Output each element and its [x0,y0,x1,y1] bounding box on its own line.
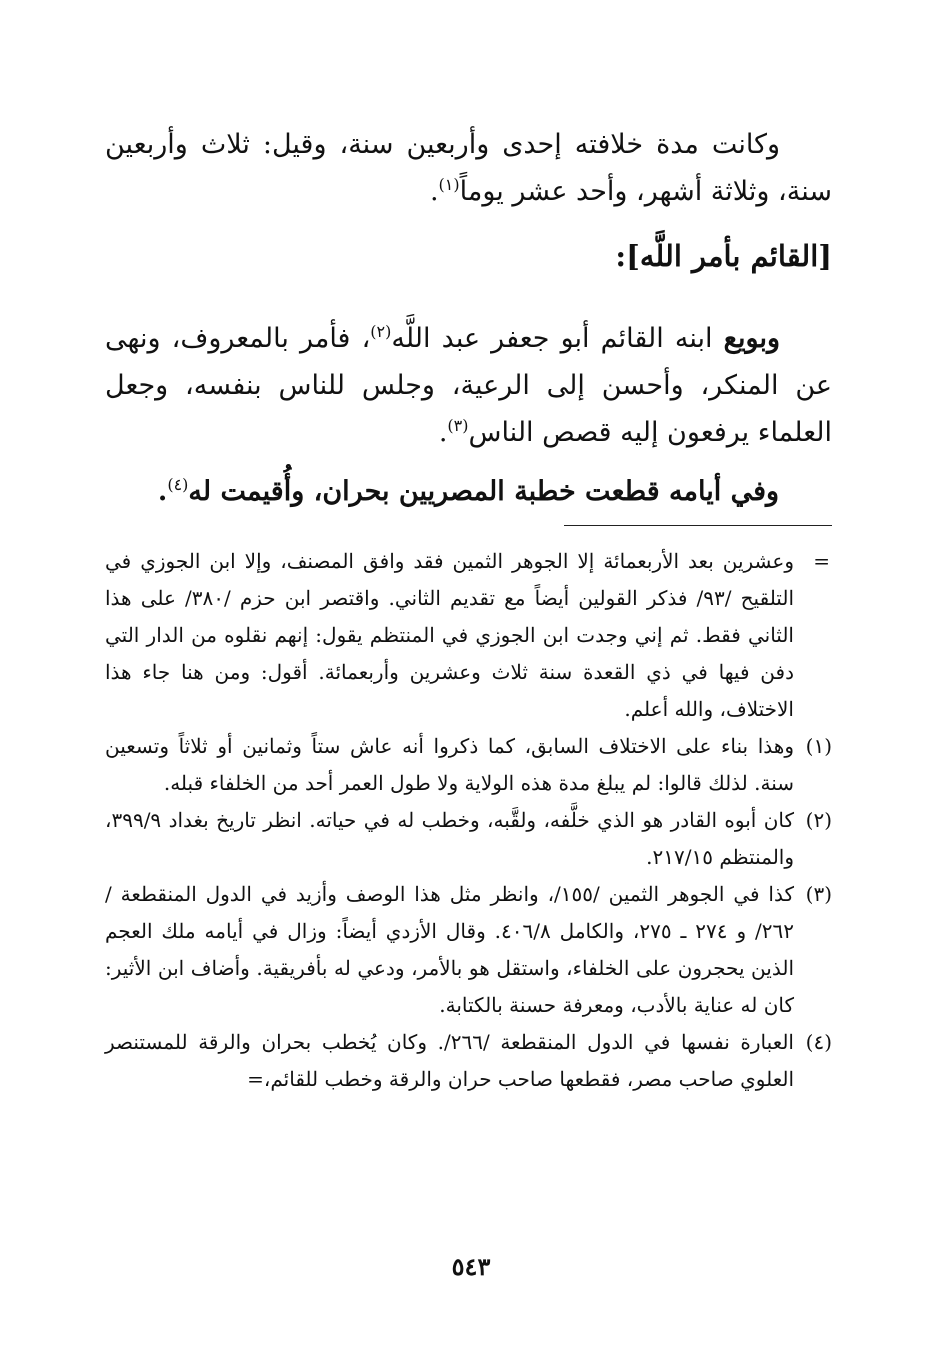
paragraph-2-text-b: ، فأمر بالمعروف، ونهى عن المنكر، وأحسن إلى الرعية، وجلس للناس بنفسه، وجعل العلماء يرفعون إليه قصص الناس [105,323,832,448]
continuation-mark: = [813,549,830,573]
paragraph-2-text-a: ابنه القائم أبو جعفر عبد اللَّه [391,323,724,354]
footnote-ref-3: (٣) [447,416,469,435]
continuation-mark-trailing: = [247,1067,264,1091]
footnotes [105,543,832,1098]
footnote-number: (١) [805,734,832,758]
paragraph-1-text: وكانت مدة خلافته إحدى وأربعين سنة، وقيل: ثلاث وأربعين سنة، وثلاثة أشهر، وأحد عشر يوماً [105,129,832,207]
main-text-paragraph-2: وبويع ابنه القائم أبو جعفر عبد اللَّه$^{(٢)}$، فأمر بالمعروف، ونهى عن المنكر، وأحسن إلى الرعية، وجلس للناس بنفسه، وجعل العلماء يرفعون إليه قصص الناس$^{(٣)}$. [105,322,832,448]
footnote-ref-1: (١) [438,175,460,194]
footnote-number: (٤) [805,1030,832,1054]
main-text-paragraph-1: وكانت مدة خلافته إحدى وأربعين سنة، وقيل: ثلاث وأربعين سنة، وثلاثة أشهر، وأحد عشر يوماً$^{(١)}$. [105,129,832,207]
footnote-text: كذا في الجوهر الثمين /١٥٥/، وانظر مثل هذا الوصف وأزيد في الدول المنقطعة /٢٦٢/ و ٢٧٤ ـ ٢٧٥، والكامل ٤٠٦/٨. وقال الأزدي أيضاً: وزال في أيامه ملك العجم الذين يحجرون على الخلفاء، واستقل هو بالأمر، ودعي له بأفريقية. وأضاف ابن الأثير: كان له عناية بالأدب، ومعرفة حسنة بالكتابة. [105,882,794,1017]
footnote-ref-4: (٤) [167,475,189,494]
paragraph-2-lead: وبويع [723,323,780,354]
footnote-text: كان أبوه القادر هو الذي خلَّفه، ولقَّبه، وخطب له في حياته. انظر تاريخ بغداد ٣٩٩/٩، والمنتظم ٢١٧/١٥. [105,808,794,869]
footnote-ref-2: (٢) [370,322,392,341]
footnote-2 [105,802,832,876]
paragraph-3-text: وفي أيامه قطعت خطبة المصريين بحران، وأُقيمت له [188,476,780,507]
footnote-number: (٢) [805,808,832,832]
page-number: ٥٤٣ [451,1252,491,1281]
footnote-number: (٣) [805,882,832,906]
footnote-continuation-text: وعشرين بعد الأربعمائة إلا الجوهر الثمين فقد وافق المصنف، وإلا ابن الجوزي في التلقيح /٩٣/ فذكر القولين أيضاً مع تقديم الثاني. واقتصر ابن حزم /٣٨٠/ على هذا الثاني فقط. ثم إني وجدت ابن الجوزي في المنتظم يقول: إنهم نقلوه من الدار التي دفن فيها في ذي القعدة سنة ثلاث وعشرين وأربعمائة. أقول: ومن هنا جاء هذا الاختلاف، والله أعلم. [105,549,794,721]
section-heading: [القائم بأمر اللَّه]: [615,239,832,273]
footnote-1 [105,728,832,802]
footnote-4 [105,1024,832,1098]
footnote-text: وهذا بناء على الاختلاف السابق، كما ذكروا أنه عاش ستاً وثمانين أو ثلاثاً وتسعين سنة. لذلك قالوا: لم يبلغ مدة هذه الولاية ولا طول العمر أحد من الخلفاء قبله. [105,734,794,795]
footnote-separator [564,525,832,526]
footnote-text: العبارة نفسها في الدول المنقطعة /٢٦٦/. وكان يُخطب بحران والرقة للمستنصر العلوي صاحب مصر، فقطعها صاحب حران والرقة وخطب للقائم، [105,1030,794,1091]
footnote-3 [105,876,832,1024]
main-text-paragraph-3: وفي أيامه قطعت خطبة المصريين بحران، وأُقيمت له$^{(٤)}$. [157,475,780,507]
footnote-continuation [105,543,832,728]
